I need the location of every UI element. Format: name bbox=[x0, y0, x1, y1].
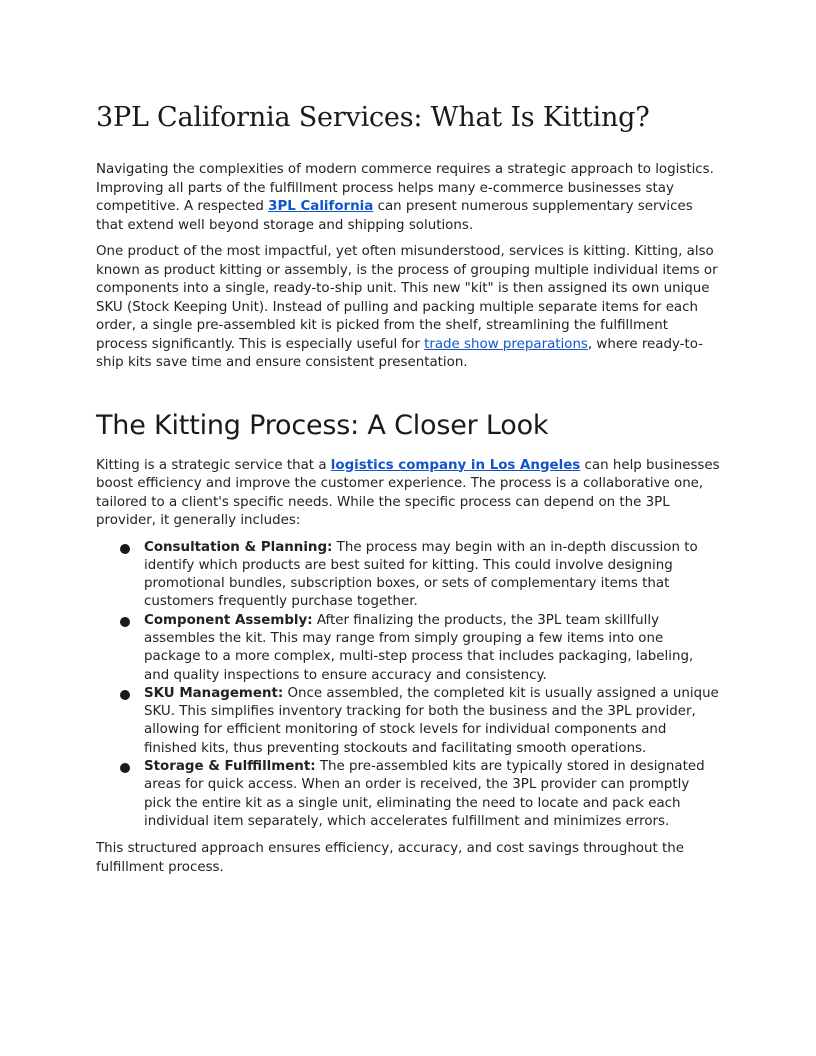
section-heading: The Kitting Process: A Closer Look bbox=[96, 409, 549, 441]
definition-text-before-link: One product of the most impactful, yet often misunderstood, services is kitting. Kitting, also known as product kitting or assembly, is the process of grouping multiple individual items or components into a single, ready-to-ship unit. This new "kit" is then assigned its own unique SKU (Stock Keeping Unit). Instead of pulling and packing multiple separate items for each order, a single pre-assembled kit is picked from the shelf, streamlining the fulfillment process significantly. This is especially useful for bbox=[96, 244, 718, 352]
page-title: 3PL California Services: What Is Kitting? bbox=[96, 102, 650, 133]
bullet-icon bbox=[120, 544, 130, 554]
bullet-icon bbox=[120, 763, 130, 773]
bullet-icon bbox=[120, 617, 130, 627]
list-item bbox=[96, 539, 720, 612]
bullet-icon bbox=[120, 690, 130, 700]
3pl-california-link[interactable]: 3PL California bbox=[268, 199, 374, 214]
kitting-definition-paragraph bbox=[96, 243, 720, 373]
section-intro-paragraph bbox=[96, 457, 720, 531]
logistics-company-los-angeles-link[interactable]: logistics company in Los Angeles bbox=[330, 457, 581, 473]
list-item bbox=[96, 685, 720, 758]
list-item-heading: Consultation & Planning: bbox=[144, 539, 333, 555]
section-intro-before-link: Kitting is a strategic service that a bbox=[96, 457, 331, 473]
list-item-heading: Component Assembly: bbox=[144, 612, 313, 628]
intro-text-before-link: Navigating the complexities of modern commerce requires a strategic approach to logistics. Improving all parts of the fulfillment process helps many e-commerce businesses stay competitive. A respected bbox=[96, 162, 714, 214]
list-item bbox=[96, 612, 720, 685]
intro-text-after-link: can present numerous supplementary services that extend well beyond storage and shipping solutions. bbox=[96, 199, 693, 233]
list-item-text: The process may begin with an in-depth discussion to identify which products are best suited for kitting. This could involve designing promotional bundles, subscription boxes, or sets of complementary items that customers frequently purchase together. bbox=[144, 539, 698, 610]
closing-paragraph: This structured approach ensures efficiency, accuracy, and cost savings throughout the fulfillment process. bbox=[96, 841, 684, 875]
section-intro-after-link: can help businesses boost efficiency and improve the customer experience. The process is a collaborative one, tailored to a client's specific needs. While the specific process can depend on the 3PL provider, it generally includes: bbox=[96, 457, 720, 528]
trade-show-preparations-link[interactable]: trade show preparations bbox=[424, 336, 588, 352]
document-page bbox=[96, 98, 720, 885]
list-item-heading: SKU Management: bbox=[144, 685, 284, 701]
intro-paragraph bbox=[96, 161, 720, 235]
list-item-text: Once assembled, the completed kit is usually assigned a unique SKU. This simplifies inventory tracking for both the business and the 3PL provider, allowing for efficient monitoring of stock levels for individual components and finished kits, thus preventing stockouts and facilitating smooth operations. bbox=[144, 685, 719, 756]
definition-text-after-link: , where ready-to-ship kits save time and ensure consistent presentation. bbox=[96, 336, 704, 370]
list-item bbox=[96, 758, 720, 831]
list-item-text: After finalizing the products, the 3PL team skillfully assembles the kit. This may range from simply grouping a few items into one package to a more complex, multi-step process that includes packaging, labeling, and quality inspections to ensure accuracy and consistency. bbox=[144, 612, 694, 683]
list-item-text: The pre-assembled kits are typically stored in designated areas for quick access. When an order is received, the 3PL provider can promptly pick the entire kit as a single unit, eliminating the need to locate and pack each individual item separately, which accelerates fulfillment and minimizes errors. bbox=[144, 759, 705, 829]
kitting-steps-list bbox=[96, 539, 720, 832]
list-item-heading: Storage & Fulffillment: bbox=[144, 759, 316, 775]
